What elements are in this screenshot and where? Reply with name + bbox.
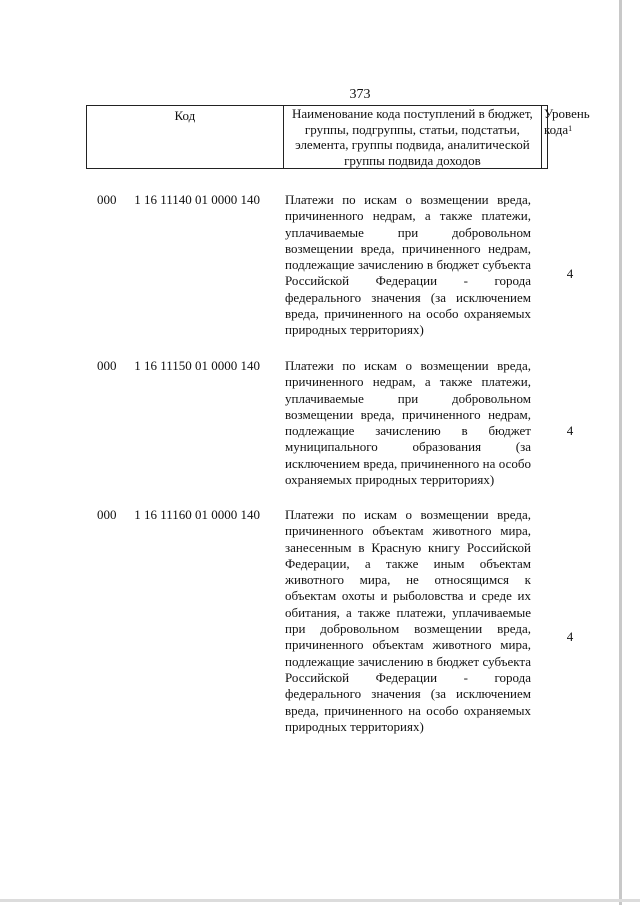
row-code <box>97 507 260 523</box>
row-description: Платежи по искам о возмещении вреда, причиненного объектам животного мира, занесенным в Красную книгу Российской Федерации, а также иным объектам животного мира, не относящимся к объектам охоты и рыболовства и среде их обитания, а также платежи, уплачиваемые при добровольном возмещении вреда, причиненного объектам животного мира, подлежащие зачислению в бюджет субъекта Российской Федерации - города федерального значения (за исключением вреда, причиненного на особо охраняемых природных территориях) <box>285 507 531 734</box>
page-edge-right <box>619 0 622 905</box>
row-level: 4 <box>566 423 574 438</box>
income-code: 1 16 11150 01 0000 140 <box>134 358 261 373</box>
row-description: Платежи по искам о возмещении вреда, причиненного недрам, а также платежи, уплачиваемые при добровольном возмещении вреда, причиненного недрам, подлежащие зачислению в бюджет субъекта Российской Федерации - города федерального значения (за исключением вреда, причиненного на особо охраняемых природных территориях) <box>285 192 531 338</box>
admin-code: 000 <box>97 358 117 373</box>
header-name-cell <box>283 106 541 169</box>
table-header <box>86 105 590 169</box>
row-code <box>97 358 260 374</box>
row-level: 4 <box>566 266 574 281</box>
row-description: Платежи по искам о возмещении вреда, причиненного недрам, а также платежи, уплачиваемые при добровольном возмещении вреда, причиненного недрам, подлежащие зачислению в бюджет муниципального образования (за исключением вреда, причиненного на особо охраняемых природных территориях) <box>285 358 531 488</box>
header-level-cell <box>541 106 590 169</box>
row-level: 4 <box>566 629 574 644</box>
page-edge-bottom <box>0 899 640 902</box>
admin-code: 000 <box>97 192 117 207</box>
header-level-footnote: 1 <box>568 123 573 133</box>
header-name-label: Наименование кода поступлений в бюджет, группы, подгруппы, статьи, подстатьи, элемента, группы подвида, аналитической группы подвида доходов <box>292 106 533 168</box>
page-number: 373 <box>349 87 371 102</box>
admin-code: 000 <box>97 507 117 522</box>
header-code-label: Код <box>174 108 196 123</box>
row-code <box>97 192 260 208</box>
income-code: 1 16 11160 01 0000 140 <box>134 507 261 522</box>
header-code-cell <box>87 106 284 169</box>
income-code: 1 16 11140 01 0000 140 <box>134 192 261 207</box>
header-level-label: Уровень кода <box>543 106 590 137</box>
